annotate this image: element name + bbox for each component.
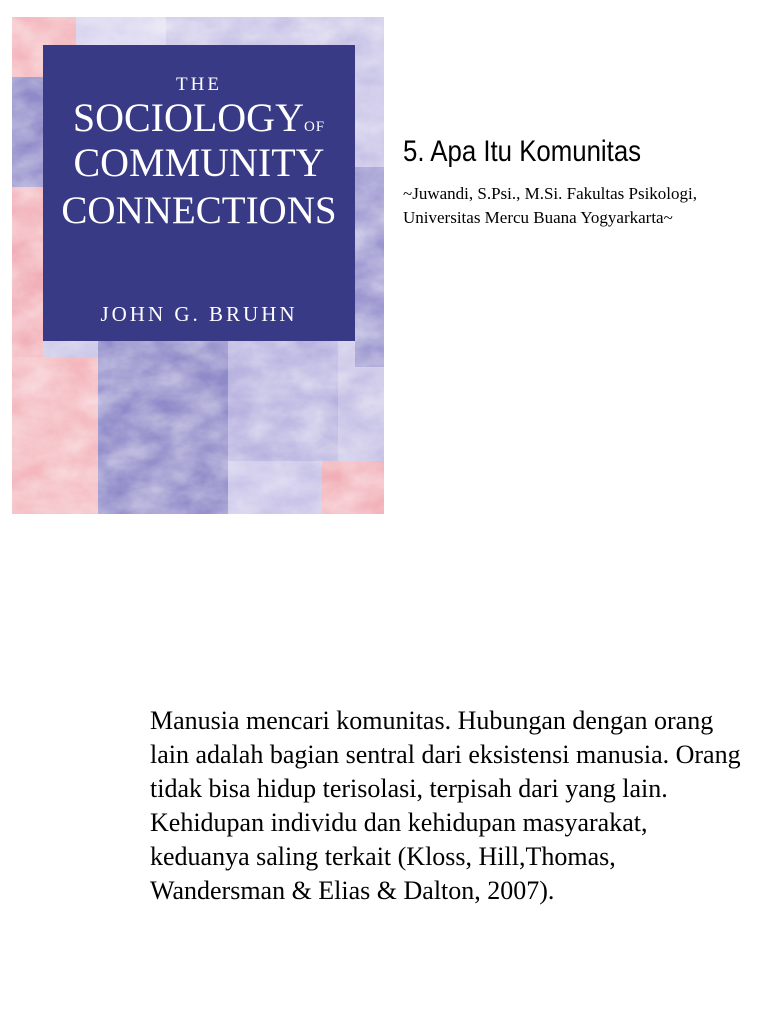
slide-heading: 5. Apa Itu Komunitas <box>403 135 642 168</box>
author-byline: ~Juwandi, S.Psi., M.Si. Fakultas Psikologi, Universitas Mercu Buana Yogyarkarta~ <box>403 184 697 227</box>
cover-title-of: OF <box>303 119 326 135</box>
body-paragraph: Manusia mencari komunitas. Hubungan dengan orang lain adalah bagian sentral dari eksistensi manusia. Orang tidak bisa hidup terisolasi, terpisah dari yang lain. Kehidupan individu dan kehidupan masyarakat, keduanya saling terkait (Kloss, Hill,Thomas, Wandersman & Elias & Dalton, 2007). <box>150 706 741 905</box>
cover-title-line-3: CONNECTIONS <box>61 189 337 232</box>
cover-title-line-1 <box>53 95 345 140</box>
cover-title-sociology: SOCIOLOGY <box>72 95 304 140</box>
book-cover-image <box>12 17 384 514</box>
cover-title-line-2: COMMUNITY <box>73 140 325 185</box>
cover-title-panel <box>43 45 355 341</box>
cover-author: JOHN G. BRUHN <box>100 302 298 326</box>
cover-the-text: THE <box>176 74 222 95</box>
